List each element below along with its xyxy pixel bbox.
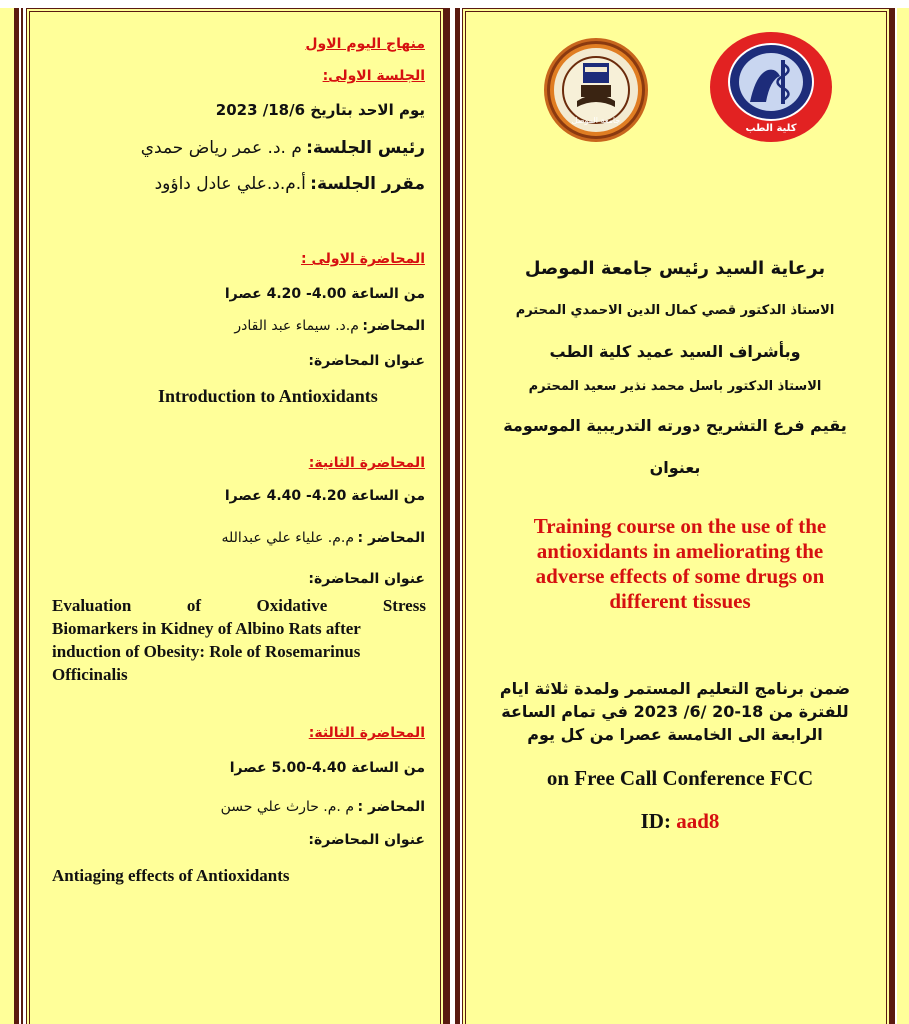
patronage-line: برعاية السيد رئيس جامعة الموصل: [524, 258, 826, 279]
organizer-line: يقيم فرع التشريح دورته التدريبية الموسومة: [503, 416, 847, 435]
lecturer-name: م.د. سيماء عبد القادر: [234, 318, 359, 334]
course-title-line: adverse effects of some drugs on: [535, 564, 825, 588]
right-panel-edge: [897, 8, 909, 1024]
college-logo: [710, 32, 832, 142]
lecture-2-title-line: Officinalis: [52, 665, 128, 684]
lecture-2-title-line: Biomarkers in Kidney of Albino Rats after: [52, 619, 361, 638]
lecturer-label: المحاضر :: [357, 799, 425, 815]
session-date: يوم الاحد بتاريخ 18/6/ 2023: [215, 101, 425, 119]
program-title: منهاج اليوم الاول: [305, 36, 425, 52]
dean-line: الاستاذ الدكتور باسل محمد نذير سعيد المحترم: [528, 379, 822, 394]
schedule-line: ضمن برنامج التعليم المستمر ولمدة ثلاثة ايام: [499, 679, 851, 698]
college-logo-text: كلية الطب: [745, 123, 797, 134]
title-word: of: [186, 596, 202, 615]
lecture-2-heading: المحاضرة الثانية:: [308, 455, 425, 471]
title-word: Oxidative: [256, 596, 328, 615]
course-title-line: antioxidants in ameliorating the: [536, 539, 824, 563]
lecture-1-lecturer: [234, 318, 425, 335]
schedule-line: الرابعة الى الخامسة عصرا من كل يوم: [527, 725, 823, 744]
lecture-2-lecturer: [221, 530, 425, 547]
titled-label: بعنوان: [649, 458, 701, 477]
lecture-1-title: Introduction to Antioxidants: [158, 386, 378, 406]
course-title-line: different tissues: [609, 589, 751, 613]
lecture-3-lecturer: [221, 799, 425, 816]
session-reporter: [155, 174, 425, 194]
reporter-name: أ.م.د.علي عادل داؤود: [154, 174, 306, 194]
schedule-line: للفترة من 18-20 /6/ 2023 في تمام الساعة: [501, 702, 849, 721]
left-panel-edge: [0, 8, 14, 1024]
session-heading: الجلسة الاولى:: [322, 68, 425, 84]
lecture-1-title-label: عنوان المحاضرة:: [308, 353, 425, 369]
lecture-2-title-line: induction of Obesity: Role of Rosemarinus: [52, 642, 361, 661]
title-word: Evaluation: [52, 596, 132, 615]
panel-divider: [444, 8, 450, 1024]
lecture-2-title-label: عنوان المحاضرة:: [308, 571, 425, 587]
university-logo: [544, 38, 648, 142]
meeting-id: [470, 809, 890, 834]
lecturer-label: المحاضر:: [362, 318, 425, 334]
chair-label: رئيس الجلسة:: [306, 138, 425, 158]
panel-divider: [21, 8, 23, 1024]
chair-name: م .د. عمر رياض حمدي: [140, 138, 302, 158]
president-line: الاستاذ الدكتور قصي كمال الدين الاحمدي المحترم: [515, 303, 835, 318]
lecture-2-title-line: [52, 594, 426, 617]
platform-line: on Free Call Conference FCC: [546, 766, 814, 790]
meeting-id-label: ID:: [640, 809, 671, 833]
lecture-3-title-label: عنوان المحاضرة:: [308, 832, 425, 848]
university-logo-text: جامعة الموصل: [571, 116, 621, 125]
reporter-label: مقرر الجلسة:: [310, 174, 425, 194]
lecture-3-time: من الساعة 4.40-5.00 عصرا: [229, 760, 425, 776]
lecture-3-heading: المحاضرة الثالثة:: [308, 725, 425, 741]
panel-divider: [14, 8, 19, 1024]
lecturer-name: م .م. حارث علي حسن: [220, 799, 354, 815]
lecture-1-time: من الساعة 4.00- 4.20 عصرا: [224, 286, 425, 302]
course-title-line: Training course on the use of the: [533, 514, 827, 538]
title-word: Stress: [382, 596, 426, 615]
meeting-id-value: aad8: [676, 809, 720, 833]
lecturer-label: المحاضر :: [357, 530, 425, 546]
supervision-line: وبأشراف السيد عميد كلية الطب: [549, 342, 801, 361]
lecture-2-title: [52, 594, 426, 686]
session-chair: [141, 138, 425, 158]
lecture-2-time: من الساعة 4.20- 4.40 عصرا: [224, 488, 425, 504]
lecturer-name: م.م. علياء علي عبدالله: [221, 530, 354, 546]
lecture-3-title: Antiaging effects of Antioxidants: [52, 866, 290, 885]
panel-divider: [890, 8, 895, 1024]
panel-divider: [455, 8, 460, 1024]
lecture-1-heading: المحاضرة الاولى :: [301, 251, 425, 267]
